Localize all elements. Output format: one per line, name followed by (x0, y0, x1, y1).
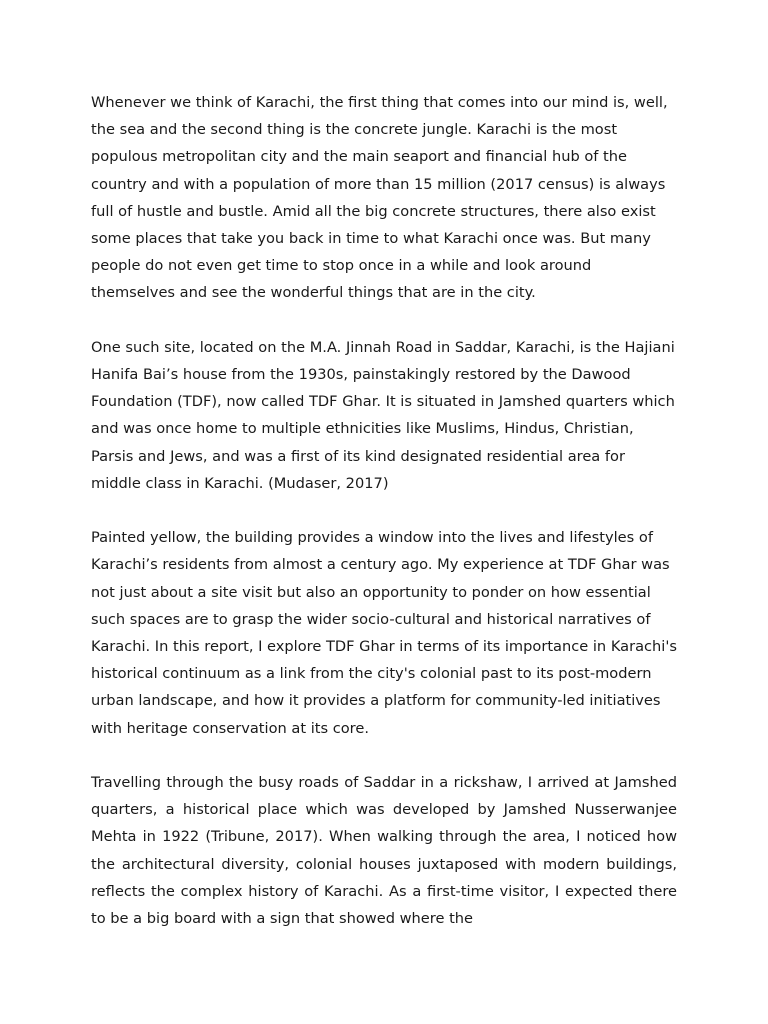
document-body (91, 89, 677, 959)
paragraph-report-purpose: Painted yellow, the building provides a window into the lives and lifestyles of Karachi’s residents from almost a century ago. My experience at TDF Ghar was not just about a site visit but also an opportunity to ponder on how essential such spaces are to grasp the wider socio-cultural and historical narratives of Karachi. In this report, I explore TDF Ghar in terms of its importance in Karachi's historical continuum as a link from the city's colonial past to its post-modern urban landscape, and how it provides a platform for community-led initiatives with heritage conservation at its core. (91, 529, 677, 737)
paragraph-tdf-ghar-site: One such site, located on the M.A. Jinnah Road in Saddar, Karachi, is the Hajiani Hanifa Bai’s house from the 1930s, painstakingly restored by the Dawood Foundation (TDF), now called TDF Ghar. It is situated in Jamshed quarters which and was once home to multiple ethnicities like Muslims, Hindus, Christian, Parsis and Jews, and was a first of its kind designated residential area for middle class in Karachi. (Mudaser, 2017) (91, 338, 675, 492)
paragraph-intro: Whenever we think of Karachi, the first thing that comes into our mind is, well, the sea and the second thing is the concrete jungle. Karachi is the most populous metropolitan city and the main seaport and financial hub of the country and with a population of more than 15 million (2017 census) is always full of hustle and bustle. Amid all the big concrete structures, there also exist some places that take you back in time to what Karachi once was. But many people do not even get time to stop once in a while and look around themselves and see the wonderful things that are in the city. (91, 94, 668, 302)
paragraph-jamshed-quarters: Travelling through the busy roads of Saddar in a rickshaw, I arrived at Jamshed quarters, a historical place which was developed by Jamshed Nusserwanjee Mehta in 1922 (Tribune, 2017). When walking through the area, I noticed how the architectural diversity, colonial houses juxtaposed with modern buildings, reflects the complex history of Karachi. As a first-time visitor, I expected there to be a big board with a sign that showed where the (91, 774, 677, 928)
